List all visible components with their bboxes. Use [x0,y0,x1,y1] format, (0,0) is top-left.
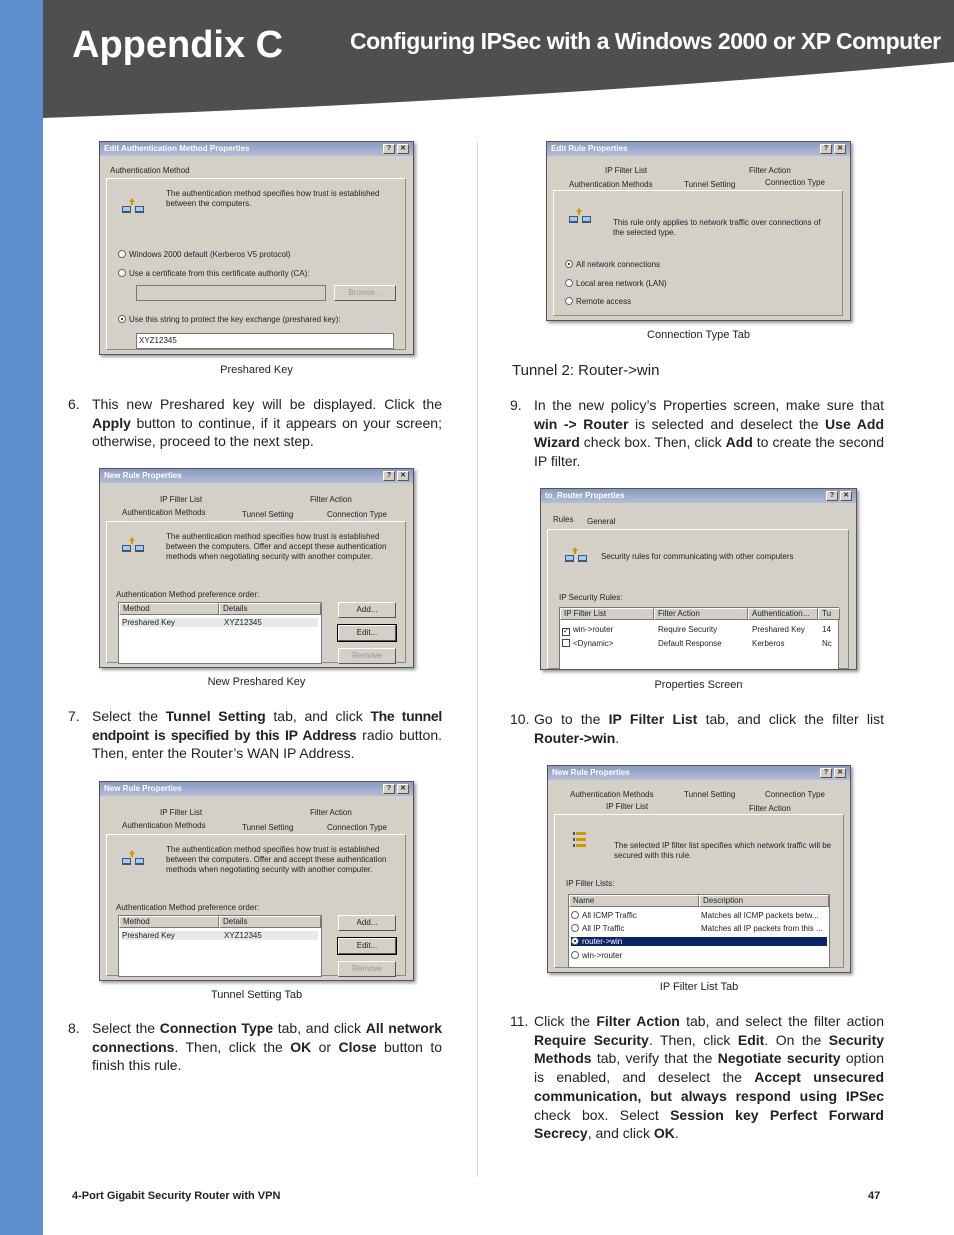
text: check box. Select [534,1106,671,1123]
radio-icon [571,924,579,932]
cell-details: XYZ12345 [224,931,262,940]
bold-text: Filter Action [596,1013,680,1029]
footer-product-name: 4-Port Gigabit Security Router with VPN [72,1190,281,1202]
radio-lan[interactable] [565,279,667,288]
certificate-field[interactable] [136,285,326,301]
preshared-key-field[interactable]: XYZ12345 [136,333,394,349]
text: or [311,1038,339,1055]
tab-tunnel-setting[interactable]: Tunnel Setting [684,180,736,189]
tab-connection-type[interactable]: Connection Type [327,510,387,519]
col-details[interactable]: Details [219,916,321,928]
tab-ip-filter-list[interactable]: IP Filter List [605,166,648,175]
text: tab, and click the filter list [697,711,885,727]
col-description[interactable]: Description [699,895,829,907]
cell: Kerberos [752,639,785,648]
cell: <Dynamic> [573,639,614,648]
header-title: Configuring IPSec with a Windows 2000 or XP Computer [350,28,941,54]
caption-properties-screen: Properties Screen [654,679,743,691]
radio-icon [118,315,126,323]
auth-description: The authentication method specifies how trust is established between the computers. [166,189,380,208]
checkbox-icon[interactable] [562,639,570,647]
bold-text: Security Methods [534,1031,885,1067]
remove-button[interactable]: Remove [338,648,396,664]
col-tunnel[interactable]: Tu [818,608,840,620]
cell: win->router [573,625,614,634]
bold-text: OK [653,1125,675,1142]
radio-icon [118,250,126,258]
text: . [674,1125,679,1142]
radio-icon [571,951,579,959]
radio-icon [118,269,126,277]
radio-icon [571,911,579,919]
text: In the new policy’s Properties screen, make sure that [534,397,884,413]
help-icon[interactable]: ? [383,784,395,794]
text: button to finish this rule. [92,1038,442,1074]
text: Select the [92,1020,160,1036]
col-filter-action[interactable]: Filter Action [654,608,748,620]
bold-text: Accept unsecured communication, but always respond using IPSec [534,1069,885,1104]
close-icon[interactable]: ✕ [834,768,846,778]
step-10 [510,710,885,747]
table-row[interactable] [562,639,838,648]
text: tab, verify that the [591,1050,718,1067]
radio-label: Local area network (LAN) [576,279,667,288]
rules-label: IP Security Rules: [559,593,623,602]
filter-description: The selected IP filter list specifies which network traffic will be secured with this rule. [614,841,832,860]
text: button to continue, if it appears on your screen; otherwise, proceed to the next step. [92,414,442,450]
auth-description: The authentication method specifies how trust is established between the computers. Offer and accept these authentication methods when negotiating security with another computer. [166,845,387,874]
network-computers-icon [120,848,148,870]
tab-tunnel-setting[interactable]: Tunnel Setting [242,823,294,832]
checkbox-checked-icon[interactable]: ✓ [563,628,569,635]
help-icon[interactable]: ? [820,144,832,154]
edit-button[interactable]: Edit... [338,938,396,954]
list-item[interactable] [571,911,827,920]
cell-name: router->win [582,937,623,946]
dialog-title: to_Router Properties [545,491,625,500]
bold-text: All network connections [92,1020,442,1055]
list-item[interactable] [571,924,827,933]
tab-rules[interactable]: Rules [553,515,574,524]
tab-general[interactable]: General [587,517,616,526]
cell-name: All ICMP Traffic [582,911,637,920]
radio-icon [571,937,579,945]
tab-authentication-method[interactable]: Authentication Method [110,166,190,175]
col-method[interactable]: Method [119,916,219,928]
screenshot-ip-filter-list [547,765,851,973]
step-11 [510,1012,885,1143]
tab-ip-filter-list[interactable]: IP Filter List [160,808,203,817]
step-number: 9. [510,397,522,413]
list-item[interactable] [571,951,827,960]
tab-authentication-methods[interactable]: Authentication Methods [570,790,654,799]
screenshot-auth-method [99,141,414,355]
cell: 14 [822,625,831,634]
auth-methods-list[interactable] [118,915,322,977]
close-icon[interactable]: ✕ [397,471,409,481]
text: Select the [92,708,166,724]
footer-page-number: 47 [868,1190,881,1202]
col-method[interactable]: Method [119,603,219,615]
text: . Then, click [648,1031,738,1048]
tab-connection-type[interactable]: Connection Type [765,790,825,799]
radio-kerberos[interactable] [118,250,290,259]
dialog-titlebar [541,489,856,503]
help-icon[interactable]: ? [383,471,395,481]
caption-ip-filter-list-tab: IP Filter List Tab [659,981,739,993]
dialog-title: New Rule Properties [104,784,182,793]
remove-button[interactable]: Remove [338,961,396,977]
radio-icon [565,260,573,268]
tab-tunnel-setting[interactable]: Tunnel Setting [684,790,736,799]
text: Click the [534,1013,597,1029]
tab-ip-filter-list[interactable]: IP Filter List [160,495,203,504]
cell: Require Security [658,625,718,634]
screenshot-router-properties [540,488,857,670]
text: . [615,729,620,746]
cell-details: XYZ12345 [224,618,262,627]
cell-method: Preshared Key [122,618,175,627]
dialog-titlebar [100,142,413,156]
network-computers-icon [120,196,148,218]
step-number: 11. [510,1013,529,1029]
caption-tunnel-setting-tab: Tunnel Setting Tab [210,989,303,1001]
help-icon[interactable]: ? [383,144,395,154]
bold-text: Tunnel Setting [165,708,266,724]
cell: Default Response [658,639,722,648]
rules-description: Security rules for communicating with other computers [601,552,794,561]
radio-label: Use this string to protect the key exchange (preshared key): [129,315,341,324]
cell-name: All IP Traffic [582,924,625,933]
network-computers-icon [563,545,591,567]
list-item-selected[interactable] [571,937,827,946]
dialog-titlebar [547,142,850,156]
table-row[interactable] [562,625,838,636]
connection-description: This rule only applies to network traffic over connections of the selected type. [613,218,821,237]
filter-list-icon [570,830,598,852]
bold-text: Router->win [534,729,616,746]
radio-icon [565,279,573,287]
add-button[interactable]: Add... [338,915,396,931]
cell-description: Matches all ICMP packets betw... [701,911,819,920]
caption-new-preshared-key: New Preshared Key [207,676,306,688]
bold-text: IP Filter List [608,711,698,727]
cell-description: Matches all IP packets from this ... [701,924,823,933]
bold-text: Apply [92,414,131,431]
auth-methods-list[interactable] [118,602,322,664]
tab-connection-type[interactable]: Connection Type [765,178,825,187]
col-authentication[interactable]: Authentication... [748,608,818,620]
bold-text: Close [338,1038,377,1055]
tab-filter-action[interactable]: Filter Action [310,495,352,504]
bold-text: Negotiate security [717,1050,841,1067]
close-icon[interactable]: ✕ [397,784,409,794]
step-number: 10. [510,711,530,727]
screenshot-edit-rule-connection [546,141,851,321]
text: tab, and select the filter action [679,1013,884,1029]
network-computers-icon [567,206,595,228]
dialog-title: New Rule Properties [552,768,630,777]
bold-text: Use Add Wizard [534,415,884,451]
help-icon[interactable]: ? [826,491,838,501]
dialog-title: New Rule Properties [104,471,182,480]
dialog-title: Edit Authentication Method Properties [104,144,250,153]
tab-filter-action[interactable]: Filter Action [749,166,791,175]
step-number: 6. [68,396,80,412]
text: tab, and click [273,1020,366,1036]
column-divider [477,142,478,1177]
text: Go to the [534,711,609,727]
bold-text: Connection Type [159,1020,274,1036]
step-number: 8. [68,1020,80,1036]
bold-text: Add [725,434,753,451]
screenshot-new-rule-tunnel [99,781,414,981]
bold-text: win -> Router [534,415,629,432]
step-8 [68,1019,442,1075]
caption-preshared-key: Preshared Key [220,364,293,376]
text: . Then, click the [174,1038,291,1055]
browse-button[interactable]: Browse... [334,285,396,301]
cell-name: win->router [582,951,623,960]
table-row[interactable] [122,931,318,940]
add-button[interactable]: Add... [338,602,396,618]
left-accent-bar [0,0,43,1235]
text: radio button. Then, enter the Router’s WAN IP Address. [92,726,442,762]
tab-authentication-methods[interactable]: Authentication Methods [122,821,206,830]
tab-ip-filter-list[interactable]: IP Filter List [606,802,649,811]
text: is selected and deselect the [628,415,826,432]
bold-text: Require Security [534,1031,649,1048]
step-number: 7. [68,708,80,724]
radio-label: Use a certificate from this certificate authority (CA): [129,269,310,278]
network-computers-icon [120,535,148,557]
step-6 [68,395,442,451]
bold-text: Session key Perfect Forward Secrecy [534,1106,884,1142]
radio-label: All network connections [576,260,661,269]
filter-lists-label: IP Filter Lists: [566,879,615,888]
help-icon[interactable]: ? [820,768,832,778]
tab-authentication-methods[interactable]: Authentication Methods [569,180,653,189]
edit-button[interactable]: Edit... [338,625,396,641]
radio-remote-access[interactable] [565,297,631,306]
text: check box. Then, click [579,434,726,451]
tunnel-2-heading: Tunnel 2: Router->win [512,362,660,379]
tab-connection-type[interactable]: Connection Type [327,823,387,832]
dialog-title: Edit Rule Properties [551,144,628,153]
bold-text: The tunnel endpoint is specified by this IP Address [92,708,442,743]
appendix-label: Appendix C [72,24,284,66]
close-icon[interactable]: ✕ [834,144,846,154]
close-icon[interactable]: ✕ [397,144,409,154]
screenshot-new-rule-auth [99,468,414,668]
caption-connection-type-tab: Connection Type Tab [647,329,750,341]
close-icon[interactable]: ✕ [840,491,852,501]
tab-filter-action[interactable]: Filter Action [749,804,791,813]
radio-certificate[interactable] [118,269,310,278]
text: tab, and click [265,708,371,724]
radio-preshared[interactable] [118,315,341,324]
cell: Preshared Key [752,625,805,634]
ip-security-rules-list[interactable] [559,607,839,670]
radio-label: Remote access [576,297,632,306]
radio-all-network[interactable] [565,260,660,269]
tab-tunnel-setting[interactable]: Tunnel Setting [242,510,294,519]
text: option is enabled, and deselect the [534,1050,884,1086]
bold-text: Edit [737,1031,765,1048]
tab-filter-action[interactable]: Filter Action [310,808,352,817]
order-label: Authentication Method preference order: [116,590,260,599]
ip-filter-lists[interactable] [568,894,830,968]
dialog-titlebar [100,469,413,483]
dialog-titlebar [100,782,413,796]
radio-icon [565,297,573,305]
text: , and click [587,1125,654,1142]
tab-authentication-methods[interactable]: Authentication Methods [122,508,206,517]
table-row[interactable] [122,618,318,627]
col-details[interactable]: Details [219,603,321,615]
text: . On the [764,1031,829,1048]
bold-text: OK [290,1038,312,1055]
text: This new Preshared key will be displayed. Click the [92,396,442,412]
page-header [43,0,954,118]
cell: Nc [822,639,832,648]
cell-method: Preshared Key [122,931,175,940]
col-name[interactable]: Name [569,895,699,907]
dialog-titlebar [548,766,850,780]
auth-description: The authentication method specifies how trust is established between the computers. Offer and accept these authentication methods when negotiating security with another computer. [166,532,387,561]
text: to create the second IP filter. [534,434,884,470]
step-7 [68,707,442,763]
order-label: Authentication Method preference order: [116,903,260,912]
col-ip-filter-list[interactable]: IP Filter List [560,608,654,620]
radio-label: Windows 2000 default (Kerberos V5 protocol) [129,250,291,259]
step-9 [510,396,884,471]
